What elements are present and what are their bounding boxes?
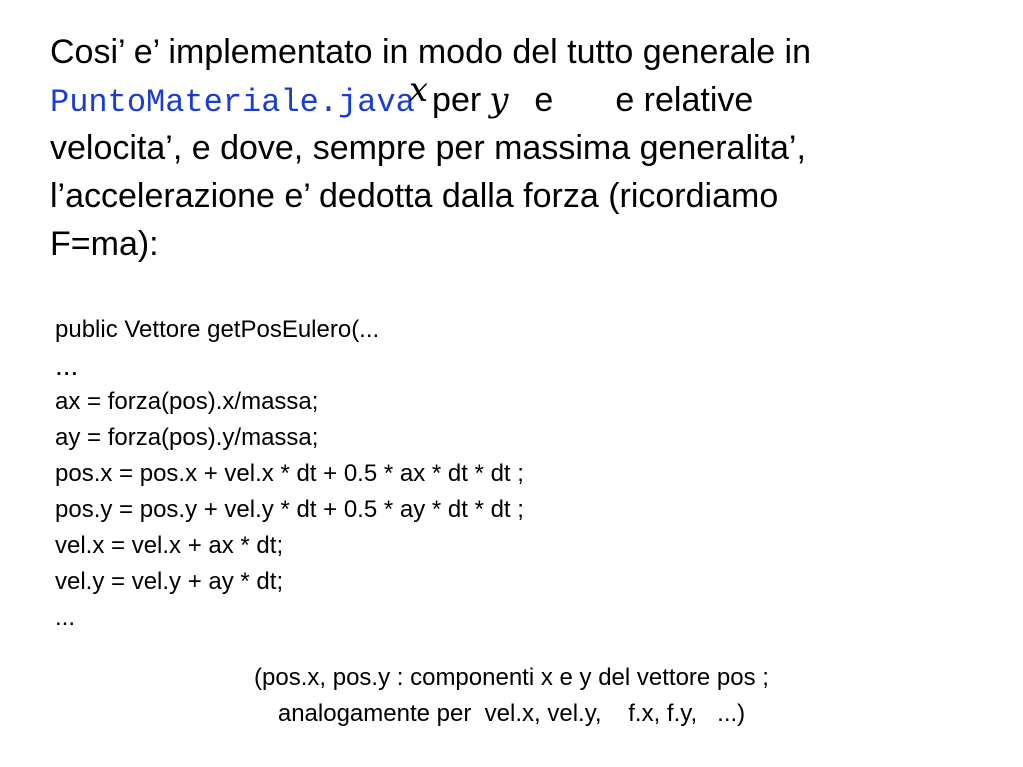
math-x-symbol: x bbox=[408, 70, 429, 110]
intro-line-3: velocita’, e dove, sempre per massima generalita’, bbox=[50, 129, 806, 167]
code-line-vel-y: vel.y = vel.y + ay * dt; bbox=[55, 568, 284, 595]
footnote-line-2: analogamente per vel.x, vel.y, f.x, f.y, ...) bbox=[277, 700, 746, 727]
word-per: per bbox=[432, 81, 482, 119]
code-line-vel-x: vel.x = vel.x + ax * dt; bbox=[55, 532, 284, 559]
intro-line-4: l’accelerazione e’ dedotta dalla forza (ricordiamo bbox=[50, 177, 779, 215]
code-block bbox=[55, 312, 524, 636]
footnote-line-1: (pos.x, pos.y : componenti x e y del vettore pos ; bbox=[254, 664, 769, 691]
intro-line-2 bbox=[50, 70, 1000, 124]
intro-line-1: Cosi’ e’ implementato in modo del tutto generale in bbox=[50, 33, 812, 71]
code-line-ellipsis-bottom: ... bbox=[55, 604, 76, 631]
code-line-ax: ax = forza(pos).x/massa; bbox=[55, 388, 319, 415]
code-line-ellipsis-top: ... bbox=[55, 350, 79, 381]
intro-paragraph bbox=[50, 28, 1000, 268]
code-line-ay: ay = forza(pos).y/massa; bbox=[55, 424, 319, 451]
intro-line-5: F=ma): bbox=[50, 225, 159, 263]
code-line-pos-x: pos.x = pos.x + vel.x * dt + 0.5 * ax * dt * dt ; bbox=[55, 460, 524, 487]
class-name: PuntoMateriale.java bbox=[50, 84, 415, 121]
word-e: e bbox=[534, 81, 554, 119]
word-e-relative: e relative bbox=[615, 81, 754, 119]
math-y-symbol: y bbox=[489, 80, 509, 120]
code-line-pos-y: pos.y = pos.y + vel.y * dt + 0.5 * ay * dt * dt ; bbox=[55, 496, 524, 523]
footnote bbox=[0, 660, 1023, 732]
code-line-method-signature: public Vettore getPosEulero(... bbox=[55, 316, 380, 343]
